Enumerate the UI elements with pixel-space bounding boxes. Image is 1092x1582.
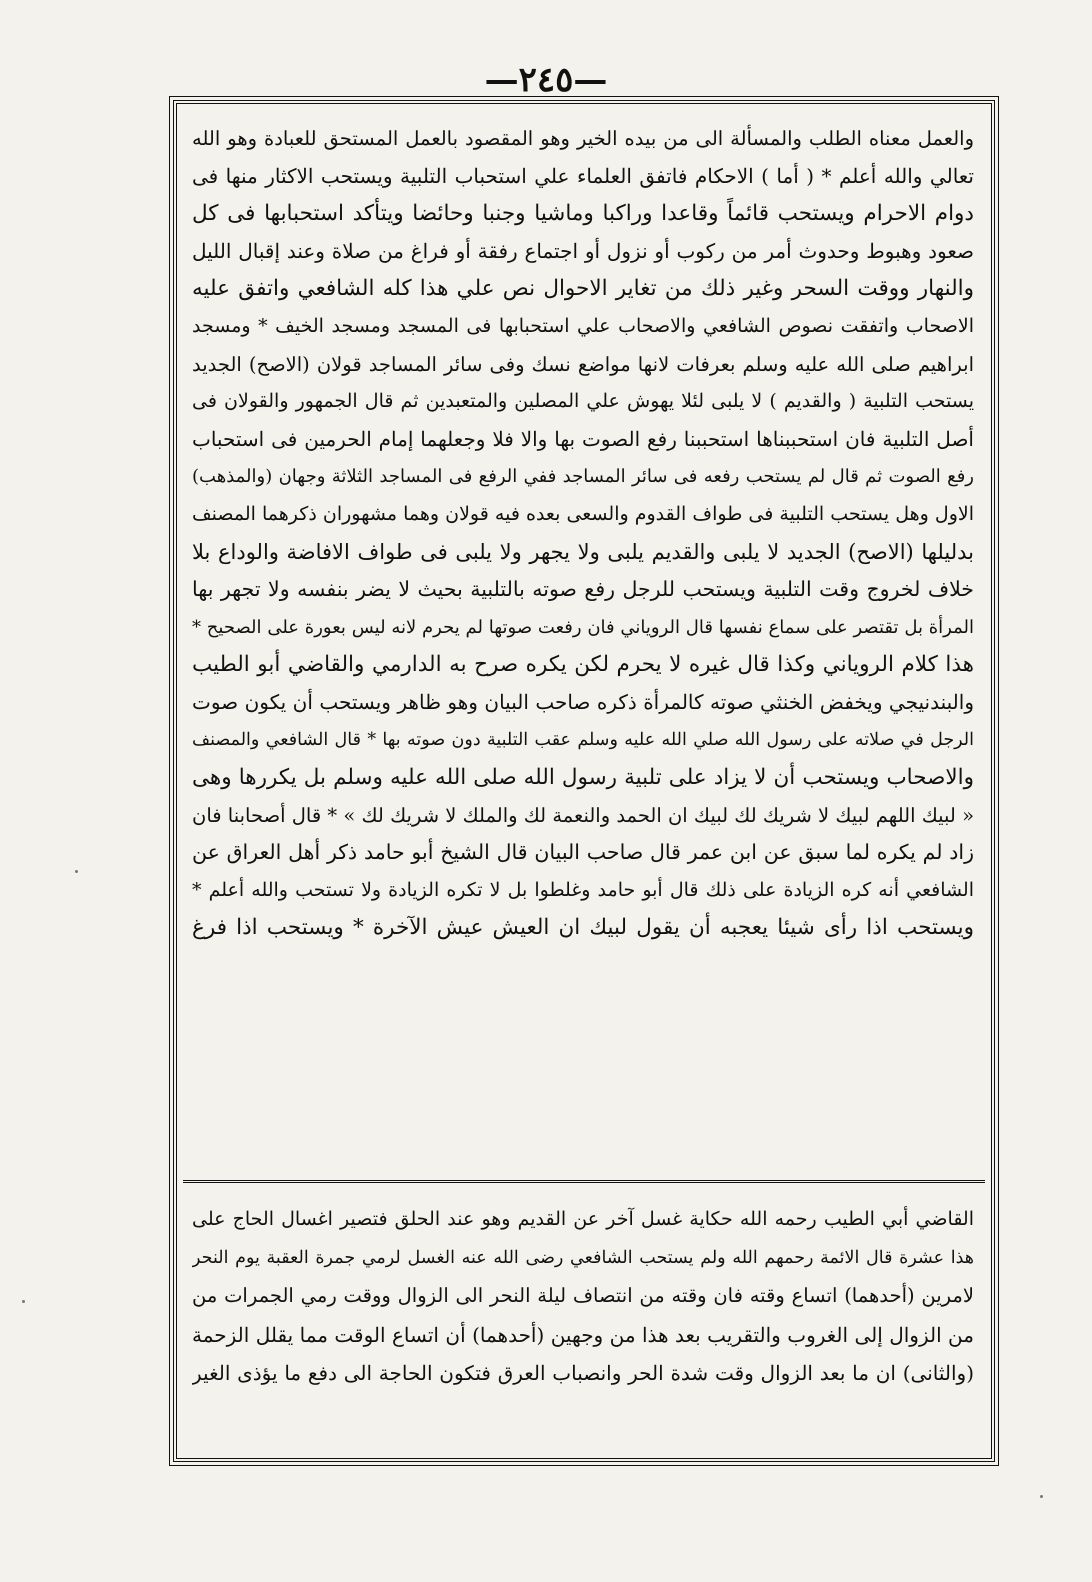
main-text-line: أصل التلبية فان استحببناها استحببنا رفع الصوت بها والا فلا وجعلهما إمام الحرمين فى استحباب xyxy=(192,426,974,451)
main-text-block xyxy=(192,120,974,1170)
footnote-separator xyxy=(183,1180,985,1183)
main-text-line: الرجل في صلاته على رسول الله صلي الله عليه وسلم عقب التلبية دون صوته بها * قال الشافعي والمصنف xyxy=(192,729,974,750)
main-text-line: صعود وهبوط وحدوث أمر من ركوب أو نزول أو اجتماع رفقة أو فراغ من صلاة وعند إقبال الليل xyxy=(192,238,974,263)
page-number: —٢٤٥— xyxy=(484,60,608,100)
main-text-line: والاصحاب ويستحب أن لا يزاد على تلبية رسول الله صلى الله عليه وسلم بل يكررها وهى xyxy=(192,765,974,791)
main-text-line: الاصحاب واتفقت نصوص الشافعي والاصحاب علي استحبابها فى المسجد ومسجد الخيف * ومسجد xyxy=(192,314,974,337)
note-text-line: القاضي أبي الطيب رحمه الله حكاية غسل آخر عن القديم وهو عند الحلق فتصير اغسال الحاج على xyxy=(192,1208,974,1230)
scan-speck xyxy=(75,870,78,873)
main-text-line: بدليلها (الاصح) الجديد لا يلبى والقديم يلبى ولا يجهر ولا يلبى فى طواف الافاضة والوداع بلا xyxy=(192,539,974,564)
main-text-line: « لبيك اللهم لبيك لا شريك لك لبيك ان الحمد والنعمة لك والملك لا شريك لك » * قال أصحابنا فان xyxy=(192,803,974,827)
main-text-line: ابراهيم صلى الله عليه وسلم بعرفات لانها مواضع نسك وفى سائر المساجد قولان (الاصح) الجديد xyxy=(192,352,974,376)
main-text-line: والنهار ووقت السحر وغير ذلك من تغاير الاحوال نص علي هذا كله الشافعي واتفق عليه xyxy=(192,276,974,302)
main-text-line: رفع الصوت ثم قال لم يستحب رفعه فى سائر المساجد ففي الرفع فى المساجد الثلاثة وجهان (والمذهب) xyxy=(192,466,974,488)
main-text-line: زاد لم يكره لما سبق عن ابن عمر قال صاحب البيان قال الشيخ أبو حامد ذكر أهل العراق عن xyxy=(192,840,974,865)
main-text-line: تعالي والله أعلم * ( أما ) الاحكام فاتفق العلماء علي استحباب التلبية ويستحب الاكثار منها فى xyxy=(192,163,974,188)
main-text-line: دوام الاحرام ويستحب قائماً وقاعدا وراكبا وماشيا وجنبا وحائضا ويتأكد استحبابها فى كل xyxy=(192,201,974,227)
main-text-line: الاول وهل يستحب التلبية فى طواف القدوم والسعى بعده فيه قولان وهما مشهوران ذكرهما المصنف xyxy=(192,502,974,525)
main-text-line: خلاف لخروج وقت التلبية ويستحب للرجل رفع صوته بالتلبية بحيث لا يضر بنفسه ولا تجهر بها xyxy=(192,577,974,602)
note-text-line: لامرين (أحدهما) اتساع وقته فان وقته من انتصاف ليلة النحر الى الزوال ووقت رمي الجمرات من xyxy=(192,1284,974,1307)
scan-speck xyxy=(22,1300,25,1303)
main-text-line: والبندنيجي ويخفض الخنثي صوته كالمرأة ذكره صاحب البيان وهو ظاهر ويستحب أن يكون صوت xyxy=(192,689,974,714)
main-text-line: الشافعي أنه كره الزيادة على ذلك قال أبو حامد وغلطوا بل لا تكره الزيادة ولا تستحب والله أعلم * xyxy=(192,878,974,901)
main-text-line: المرأة بل تقتصر على سماع نفسها قال الروياني فان رفعت صوتها لم يحرم لانه ليس بعورة على الصحيح * xyxy=(192,616,974,638)
main-text-line: يستحب التلبية ( والقديم ) لا يلبى لئلا يهوش علي المصلين والمتعبدين ثم قال الجمهور والقولان فى xyxy=(192,390,974,413)
scan-speck xyxy=(1040,1495,1043,1498)
notes-text-block xyxy=(192,1200,974,1435)
main-text-line: ويستحب اذا رأى شيئا يعجبه أن يقول لبيك ان العيش عيش الآخرة * ويستحب اذا فرغ xyxy=(192,915,974,941)
main-text-line: هذا كلام الروياني وكذا قال غيره لا يحرم لكن يكره صرح به الدارمي والقاضي أبو الطيب xyxy=(192,652,974,678)
main-text-line: والعمل معناه الطلب والمسألة الى من بيده الخير وهو المقصود بالعمل المستحق للعبادة وهو الله xyxy=(192,127,974,150)
note-text-line: (والثانى) ان ما بعد الزوال وقت شدة الحر وانصباب العرق فتكون الحاجة الى دفع ما يؤذى الغير xyxy=(192,1361,974,1385)
note-text-line: من الزوال إلى الغروب والتقريب بعد هذا من وجهين (أحدهما) أن اتساع الوقت مما يقلل الزحمة xyxy=(192,1322,974,1347)
note-text-line: هذا عشرة قال الائمة رحمهم الله ولم يستحب الشافعي رضى الله عنه الغسل لرمي جمرة العقبة يوم النحر xyxy=(192,1247,974,1268)
